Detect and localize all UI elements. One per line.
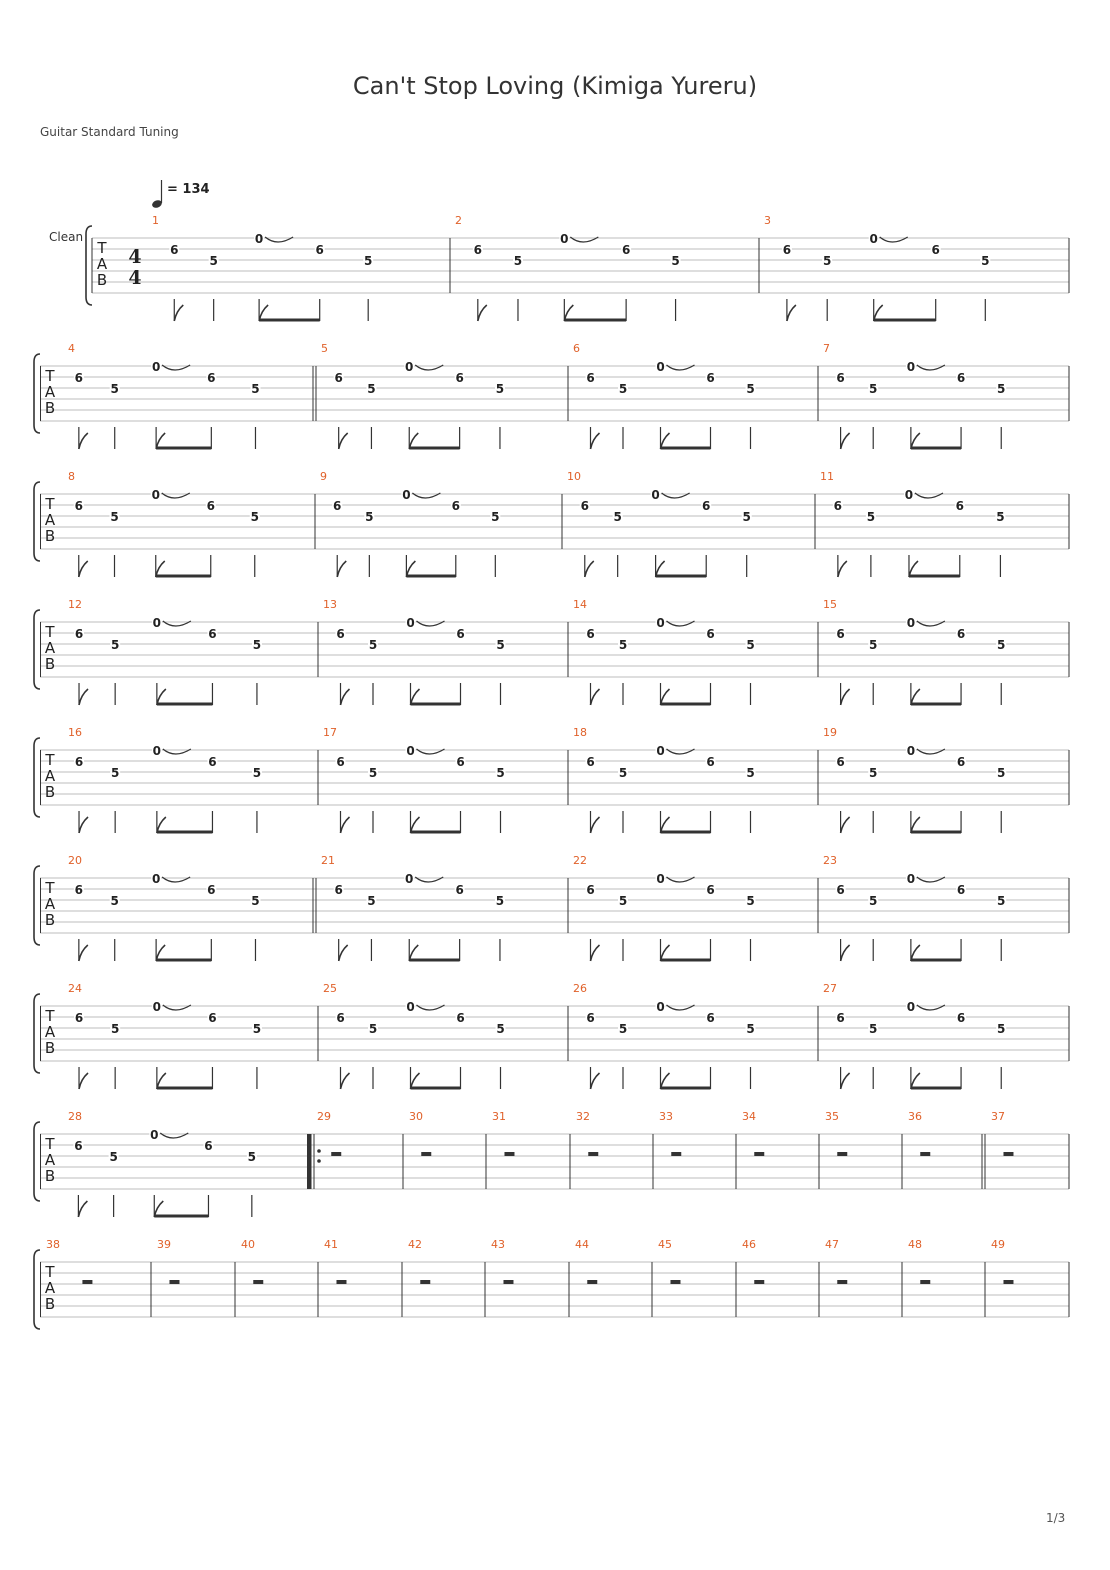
fret-number: 5	[869, 766, 878, 780]
system-bracket	[86, 226, 92, 305]
fret-number: 5	[997, 766, 1006, 780]
system-bracket	[34, 866, 40, 945]
fret-number: 5	[866, 510, 876, 524]
fret-number: 5	[746, 766, 755, 780]
eighth-flag	[841, 1073, 850, 1089]
measure-number: 38	[46, 1238, 60, 1251]
whole-rest	[331, 1152, 341, 1156]
fret-number: 5	[869, 638, 878, 652]
fret-number: 5	[746, 382, 755, 396]
fret-number: 5	[496, 638, 505, 652]
whole-rest	[837, 1280, 847, 1284]
fret-number: 6	[336, 755, 345, 769]
fret-number: 5	[613, 510, 622, 524]
measure-number: 7	[823, 342, 830, 355]
fret-number: 5	[997, 894, 1006, 908]
tempo-value: = 134	[167, 182, 210, 197]
tab-letter-a: A	[44, 767, 56, 785]
whole-rest	[169, 1280, 179, 1284]
fret-number: 6	[955, 499, 964, 513]
fret-number: 5	[364, 254, 373, 268]
tab-letter-t: T	[45, 1263, 55, 1281]
fret-number: 0	[152, 1000, 162, 1014]
fret-number: 6	[706, 1011, 715, 1025]
eighth-flag	[341, 817, 350, 833]
tab-letter-b: B	[44, 783, 56, 801]
eighth-flag	[591, 945, 600, 961]
fret-number: 5	[671, 254, 680, 268]
whole-rest	[837, 1152, 847, 1156]
fret-number: 0	[656, 360, 665, 374]
eighth-flag	[79, 945, 88, 961]
whole-rest	[1003, 1280, 1013, 1284]
fret-number: 0	[904, 488, 914, 502]
fret-number: 6	[586, 627, 595, 641]
fret-number: 0	[151, 360, 161, 374]
system-bracket	[34, 994, 40, 1073]
measure-number: 33	[659, 1110, 673, 1123]
tab-letter-t: T	[45, 623, 55, 641]
measure-number: 24	[68, 982, 82, 995]
fret-number: 0	[906, 360, 916, 374]
measure-number: 25	[323, 982, 337, 995]
measure-number: 31	[492, 1110, 506, 1123]
tab-letter-b: B	[44, 527, 56, 545]
fret-number: 5	[252, 1022, 262, 1036]
fret-number: 6	[782, 243, 792, 257]
fret-number: 6	[956, 371, 966, 385]
fret-number: 6	[74, 371, 84, 385]
repeat-dot	[317, 1149, 321, 1153]
tab-letter-t: T	[97, 239, 107, 257]
measure-number: 39	[157, 1238, 171, 1251]
fret-number: 0	[656, 616, 665, 630]
system-bracket	[34, 610, 40, 689]
tab-letter-t: T	[45, 367, 55, 385]
measure-number: 26	[573, 982, 587, 995]
measure-number: 45	[658, 1238, 672, 1251]
fret-number: 5	[247, 1150, 257, 1164]
eighth-flag	[585, 561, 594, 577]
fret-number: 0	[656, 1000, 665, 1014]
tab-letter-b: B	[44, 1295, 56, 1313]
fret-number: 0	[152, 744, 162, 758]
eighth-flag	[341, 1073, 350, 1089]
fret-number: 5	[746, 638, 755, 652]
whole-rest	[82, 1280, 92, 1284]
tab-letter-a: A	[44, 511, 56, 529]
fret-number: 0	[405, 872, 414, 886]
fret-number: 5	[368, 1022, 378, 1036]
measure-number: 44	[575, 1238, 589, 1251]
measure-number: 17	[323, 726, 337, 739]
eighth-flag	[174, 305, 183, 321]
fret-number: 5	[496, 1022, 505, 1036]
eighth-flag	[591, 689, 600, 705]
eighth-flag	[787, 305, 796, 321]
fret-number: 6	[208, 1011, 217, 1025]
whole-rest	[587, 1280, 597, 1284]
fret-number: 6	[836, 883, 845, 897]
eighth-flag	[339, 945, 348, 961]
eighth-flag	[339, 433, 348, 449]
fret-number: 6	[74, 883, 84, 897]
measure-number: 42	[408, 1238, 422, 1251]
measure-number: 14	[573, 598, 587, 611]
fret-number: 6	[336, 627, 345, 641]
fret-number: 0	[869, 232, 878, 246]
measure-number: 11	[820, 470, 834, 483]
fret-number: 6	[706, 627, 715, 641]
eighth-flag	[841, 433, 850, 449]
fret-number: 6	[473, 243, 482, 257]
measure-number: 32	[576, 1110, 590, 1123]
fret-number: 6	[706, 371, 715, 385]
eighth-flag	[838, 561, 847, 577]
measure-number: 15	[823, 598, 837, 611]
measure-number: 9	[320, 470, 327, 483]
fret-number: 6	[336, 1011, 345, 1025]
fret-number: 5	[250, 510, 259, 524]
tab-letter-t: T	[45, 495, 55, 513]
fret-number: 6	[836, 371, 845, 385]
fret-number: 6	[74, 1011, 84, 1025]
fret-number: 5	[365, 510, 374, 524]
tab-letter-a: A	[44, 383, 56, 401]
fret-number: 0	[406, 616, 415, 630]
fret-number: 6	[931, 243, 940, 257]
fret-number: 5	[823, 254, 832, 268]
measure-number: 48	[908, 1238, 922, 1251]
fret-number: 5	[367, 382, 376, 396]
measure-number: 36	[908, 1110, 922, 1123]
fret-number: 6	[334, 371, 343, 385]
score-title: Can't Stop Loving (Kimiga Yureru)	[352, 72, 758, 100]
fret-number: 5	[997, 638, 1006, 652]
tab-letter-t: T	[45, 1007, 55, 1025]
fret-number: 0	[906, 744, 916, 758]
measure-number: 40	[241, 1238, 255, 1251]
measure-number: 12	[68, 598, 82, 611]
whole-rest	[1003, 1152, 1013, 1156]
fret-number: 6	[207, 371, 216, 385]
fret-number: 5	[618, 894, 628, 908]
fret-number: 5	[981, 254, 990, 268]
fret-number: 0	[656, 872, 665, 886]
fret-number: 6	[455, 371, 464, 385]
system-bracket	[34, 482, 40, 561]
fret-number: 5	[209, 254, 218, 268]
fret-number: 6	[208, 755, 217, 769]
measure-number: 13	[323, 598, 337, 611]
fret-number: 5	[513, 254, 523, 268]
whole-rest	[754, 1152, 764, 1156]
fret-number: 5	[618, 766, 628, 780]
tab-letter-a: A	[44, 1279, 56, 1297]
fret-number: 6	[836, 627, 845, 641]
fret-number: 6	[580, 499, 589, 513]
fret-number: 0	[906, 872, 916, 886]
track-name: Clean	[49, 230, 84, 244]
fret-number: 0	[254, 232, 264, 246]
eighth-flag	[78, 1201, 87, 1217]
measure-number: 8	[68, 470, 75, 483]
eighth-flag	[841, 817, 850, 833]
fret-number: 0	[405, 360, 414, 374]
fret-number: 6	[586, 371, 595, 385]
fret-number: 0	[402, 488, 411, 502]
fret-number: 6	[333, 499, 342, 513]
tab-letter-a: A	[44, 639, 56, 657]
fret-number: 6	[451, 499, 460, 513]
fret-number: 5	[110, 382, 119, 396]
fret-number: 5	[252, 766, 262, 780]
eighth-flag	[79, 1073, 88, 1089]
fret-number: 5	[742, 510, 751, 524]
fret-number: 6	[456, 1011, 465, 1025]
fret-number: 6	[74, 627, 84, 641]
measure-number: 35	[825, 1110, 839, 1123]
eighth-flag	[79, 561, 88, 577]
fret-number: 5	[996, 510, 1005, 524]
fret-number: 0	[151, 872, 161, 886]
fret-number: 5	[251, 382, 260, 396]
measure-number: 47	[825, 1238, 839, 1251]
fret-number: 5	[368, 766, 378, 780]
fret-number: 5	[495, 382, 505, 396]
fret-number: 6	[956, 755, 966, 769]
fret-number: 6	[455, 883, 464, 897]
fret-number: 5	[869, 382, 878, 396]
fret-number: 5	[110, 638, 120, 652]
whole-rest	[671, 1152, 681, 1156]
eighth-flag	[591, 433, 600, 449]
measure-number: 30	[409, 1110, 423, 1123]
fret-number: 6	[621, 243, 631, 257]
measure-number: 28	[68, 1110, 82, 1123]
fret-number: 5	[869, 1022, 878, 1036]
fret-number: 6	[74, 499, 83, 513]
fret-number: 5	[110, 1022, 120, 1036]
tab-letter-a: A	[44, 1023, 56, 1041]
fret-number: 5	[367, 894, 376, 908]
fret-number: 5	[618, 638, 628, 652]
whole-rest	[920, 1152, 930, 1156]
fret-number: 6	[706, 883, 715, 897]
fret-number: 6	[204, 1139, 213, 1153]
fret-number: 6	[74, 1139, 83, 1153]
fret-number: 5	[746, 1022, 755, 1036]
fret-number: 6	[208, 627, 217, 641]
measure-number: 49	[991, 1238, 1005, 1251]
measure-number: 21	[321, 854, 335, 867]
tab-letter-b: B	[44, 1167, 56, 1185]
time-signature-bottom: 4	[128, 267, 142, 289]
fret-number: 0	[151, 488, 160, 502]
tab-letter-a: A	[44, 1151, 56, 1169]
fret-number: 6	[833, 499, 843, 513]
fret-number: 0	[560, 232, 569, 246]
fret-number: 6	[456, 627, 465, 641]
measure-number: 3	[764, 214, 771, 227]
system-bracket	[34, 1250, 40, 1329]
time-signature-top: 4	[128, 246, 142, 268]
fret-number: 0	[906, 616, 916, 630]
whole-rest	[336, 1280, 346, 1284]
fret-number: 6	[586, 883, 595, 897]
fret-number: 6	[956, 1011, 966, 1025]
measure-number: 22	[573, 854, 587, 867]
repeat-thick-bar	[307, 1134, 311, 1189]
fret-number: 5	[997, 1022, 1006, 1036]
fret-number: 6	[586, 1011, 595, 1025]
fret-number: 0	[406, 1000, 415, 1014]
fret-number: 5	[110, 510, 119, 524]
fret-number: 5	[368, 638, 378, 652]
whole-rest	[421, 1152, 431, 1156]
measure-number: 20	[68, 854, 82, 867]
eighth-flag	[591, 1073, 600, 1089]
eighth-flag	[79, 689, 88, 705]
fret-number: 5	[491, 510, 500, 524]
whole-rest	[588, 1152, 598, 1156]
fret-number: 5	[110, 894, 119, 908]
fret-number: 5	[746, 894, 755, 908]
measure-number: 2	[455, 214, 462, 227]
fret-number: 6	[315, 243, 324, 257]
tab-letter-b: B	[96, 271, 108, 289]
measure-number: 10	[567, 470, 581, 483]
eighth-flag	[841, 945, 850, 961]
fret-number: 6	[956, 627, 966, 641]
measure-number: 27	[823, 982, 837, 995]
page-number: 1/3	[1046, 1511, 1066, 1525]
measure-number: 37	[991, 1110, 1005, 1123]
system-bracket	[34, 738, 40, 817]
system-bracket	[34, 1122, 40, 1201]
fret-number: 6	[836, 1011, 845, 1025]
whole-rest	[503, 1280, 513, 1284]
fret-number: 6	[206, 499, 215, 513]
tab-letter-b: B	[44, 399, 56, 417]
eighth-flag	[79, 433, 88, 449]
fret-number: 5	[109, 1150, 118, 1164]
measure-number: 5	[321, 342, 328, 355]
measure-number: 18	[573, 726, 587, 739]
eighth-flag	[591, 817, 600, 833]
fret-number: 6	[334, 883, 343, 897]
fret-number: 6	[207, 883, 216, 897]
fret-number: 5	[618, 1022, 628, 1036]
measure-number: 34	[742, 1110, 756, 1123]
measure-number: 41	[324, 1238, 338, 1251]
tab-letter-t: T	[45, 1135, 55, 1153]
fret-number: 5	[496, 766, 505, 780]
fret-number: 6	[456, 755, 465, 769]
fret-number: 6	[836, 755, 845, 769]
fret-number: 6	[74, 755, 84, 769]
fret-number: 6	[956, 883, 966, 897]
eighth-flag	[337, 561, 346, 577]
fret-number: 0	[656, 744, 665, 758]
repeat-dot	[317, 1159, 321, 1163]
measure-number: 16	[68, 726, 82, 739]
eighth-flag	[841, 689, 850, 705]
fret-number: 5	[997, 382, 1006, 396]
whole-rest	[754, 1280, 764, 1284]
tab-letter-t: T	[45, 751, 55, 769]
whole-rest	[920, 1280, 930, 1284]
measure-number: 1	[152, 214, 159, 227]
fret-number: 5	[110, 766, 120, 780]
tab-letter-b: B	[44, 911, 56, 929]
fret-number: 0	[651, 488, 660, 502]
tab-letter-a: A	[96, 255, 108, 273]
measure-number: 29	[317, 1110, 331, 1123]
whole-rest	[670, 1280, 680, 1284]
fret-number: 6	[702, 499, 711, 513]
whole-rest	[420, 1280, 430, 1284]
tab-letter-b: B	[44, 655, 56, 673]
measure-number: 6	[573, 342, 580, 355]
measure-number: 4	[68, 342, 75, 355]
fret-number: 5	[251, 894, 260, 908]
fret-number: 6	[706, 755, 715, 769]
eighth-flag	[79, 817, 88, 833]
whole-rest	[253, 1280, 263, 1284]
fret-number: 0	[152, 616, 162, 630]
fret-number: 0	[150, 1128, 159, 1142]
whole-rest	[504, 1152, 514, 1156]
fret-number: 5	[252, 638, 262, 652]
eighth-flag	[478, 305, 487, 321]
fret-number: 5	[869, 894, 878, 908]
measure-number: 19	[823, 726, 837, 739]
measure-number: 43	[491, 1238, 505, 1251]
tab-letter-a: A	[44, 895, 56, 913]
measure-number: 46	[742, 1238, 756, 1251]
tuning-label: Guitar Standard Tuning	[40, 125, 179, 139]
system-bracket	[34, 354, 40, 433]
fret-number: 6	[170, 243, 179, 257]
measure-number: 23	[823, 854, 837, 867]
tab-letter-b: B	[44, 1039, 56, 1057]
fret-number: 5	[495, 894, 505, 908]
tab-letter-t: T	[45, 879, 55, 897]
eighth-flag	[341, 689, 350, 705]
fret-number: 0	[906, 1000, 916, 1014]
fret-number: 6	[586, 755, 595, 769]
fret-number: 5	[618, 382, 628, 396]
fret-number: 0	[406, 744, 415, 758]
